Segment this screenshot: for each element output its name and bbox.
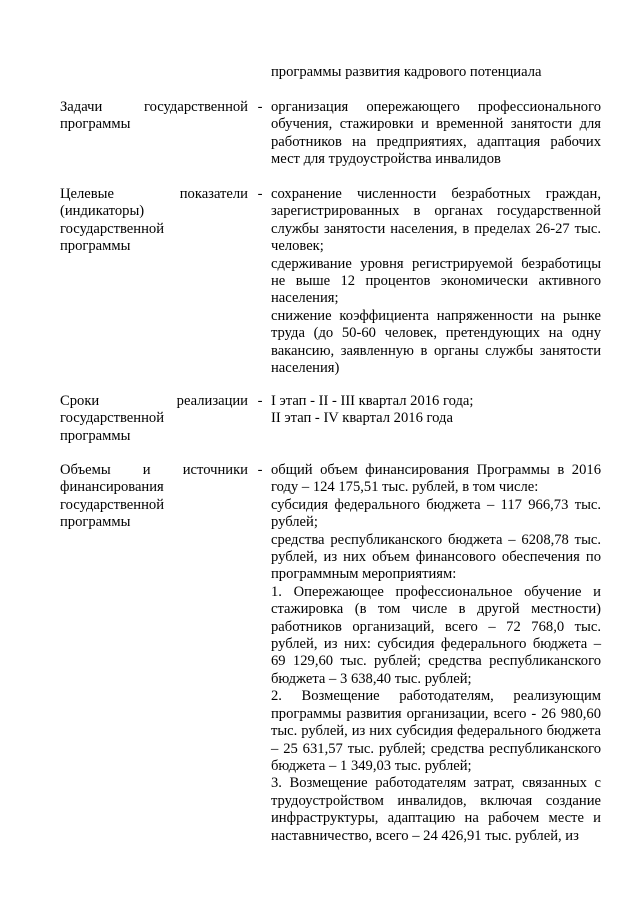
label-line: программы xyxy=(60,238,131,255)
value-paragraph: общий объем финансирования Программы в 2016 году – 124 175,51 тыс. рублей, в том числе: xyxy=(271,462,601,496)
label-line: программы xyxy=(60,427,131,444)
label-line: финансирования xyxy=(60,479,164,496)
separator-dash: - xyxy=(257,462,263,478)
value-paragraph: 3. Возмещение работодателям затрат, связанных с трудоустройством инвалидов, включая создание инфраструктуры, адаптацию на рабочем месте и наставничество, всего – 24 426,91 тыс. рублей, из xyxy=(271,775,601,844)
label-line: программы xyxy=(60,514,131,531)
value-paragraph: 2. Возмещение работодателям, реализующим программы развития организации, всего - 26 980,60 тыс. рублей, из них субсидия федерального бюджета – 25 631,57 тыс. рублей; средства республиканского бюджета – 1 349,03 тыс. рублей; xyxy=(271,688,601,774)
continued-text-line: программы развития кадрового потенциала xyxy=(271,64,542,80)
row-value xyxy=(271,99,601,169)
label-line: государственной xyxy=(60,496,165,513)
separator-dash: - xyxy=(257,186,263,202)
value-paragraph: сдерживание уровня регистрируемой безработицы не выше 12 процентов экономически активного населения; xyxy=(271,255,601,307)
label-line: государственной xyxy=(60,220,165,237)
label-line: Целевые показатели xyxy=(60,186,248,202)
row-label xyxy=(60,393,248,445)
label-line: программы xyxy=(60,116,131,133)
value-paragraph: организация опережающего профессионального обучения, стажировки и временной занятости для работников на предприятиях, адаптация рабочих мест для трудоустройства инвалидов xyxy=(271,99,601,168)
row-value xyxy=(271,393,601,428)
value-paragraph: II этап - IV квартал 2016 года xyxy=(271,410,453,427)
separator-dash: - xyxy=(257,99,263,115)
row-value xyxy=(271,186,601,377)
separator-dash: - xyxy=(257,393,263,409)
label-line: (индикаторы) xyxy=(60,203,145,220)
value-paragraph: субсидия федерального бюджета – 117 966,73 тыс. рублей; xyxy=(271,496,601,531)
value-paragraph: снижение коэффициента напряженности на рынке труда (до 50-60 человек, претендующих на одну вакансию, заявленную в органы службы занятости населения) xyxy=(271,307,601,377)
value-paragraph: 1. Опережающее профессиональное обучение и стажировка (в том числе в другой местности) работников организаций, всего – 72 768,0 тыс. рублей, из них: субсидия федерального бюджета – 69 129,60 тыс. рублей; средства республиканского бюджета – 3 638,40 тыс. рублей; xyxy=(271,583,601,687)
label-line: государственной xyxy=(60,410,165,427)
label-line: Сроки реализации xyxy=(60,393,248,409)
row-label xyxy=(60,99,248,134)
label-line: Задачи государственной xyxy=(60,99,248,115)
value-paragraph: I этап - II - III квартал 2016 года; xyxy=(271,393,474,409)
value-paragraph: сохранение численности безработных граждан, зарегистрированных в органах государственной службы занятости населения, в пределах 26-27 тыс. человек; xyxy=(271,186,601,255)
row-label xyxy=(60,186,248,256)
row-label xyxy=(60,462,248,532)
row-value xyxy=(271,462,601,845)
value-paragraph: средства республиканского бюджета – 6208,78 тыс. рублей, из них объем финансового обеспечения по программным мероприятиям: xyxy=(271,531,601,583)
label-line: Объемы и источники xyxy=(60,462,248,478)
